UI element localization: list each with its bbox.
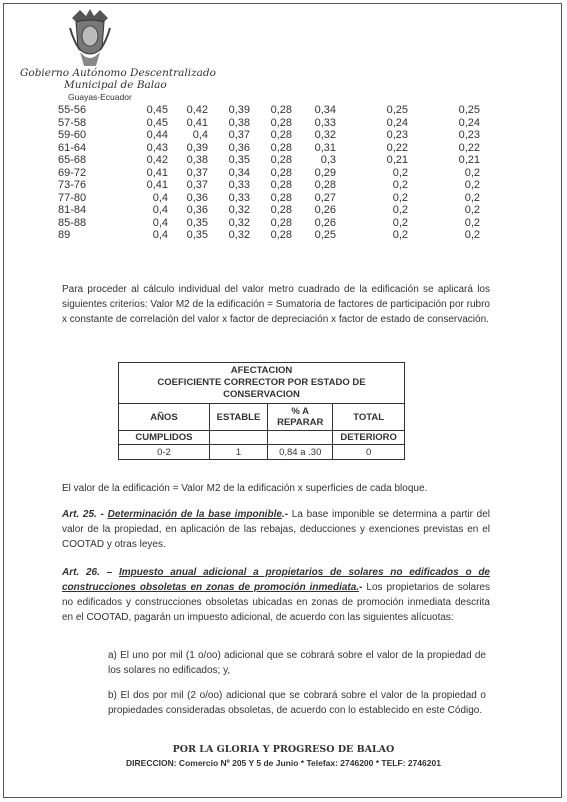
age-range: 81-84 bbox=[58, 204, 87, 216]
depreciation-value: 0,42 bbox=[186, 104, 208, 116]
coef-title-2: COEFICIENTE CORRECTOR POR ESTADO DE CONSERVACION bbox=[157, 377, 366, 400]
depreciation-value: 0,2 bbox=[464, 166, 480, 179]
depreciation-value: 0,35 bbox=[186, 216, 208, 229]
age-range: 69-72 bbox=[58, 166, 87, 179]
empty-cell bbox=[209, 431, 267, 445]
age-range: 57-58 bbox=[58, 116, 87, 129]
depreciation-value: 0,28 bbox=[270, 179, 292, 191]
depreciation-value: 0,32 bbox=[228, 204, 250, 216]
age-range: 89 bbox=[58, 229, 71, 241]
depreciation-value: 0,45 bbox=[146, 116, 168, 129]
depreciation-value: 0,42 bbox=[146, 154, 168, 166]
depreciation-value: 0,2 bbox=[392, 191, 408, 204]
art26-text: Los propietarios de solares no edificados y construcciones obsoletas ubicadas en zonas de promoción inmediata descrita en el COOTAD, pagarán un impuesto adicional, de acuerdo con las siguientes alícuotas: bbox=[62, 582, 490, 623]
depreciation-value: 0,3 bbox=[320, 154, 336, 166]
col-header-total: TOTAL bbox=[333, 404, 405, 431]
depreciation-value: 0,36 bbox=[228, 141, 250, 154]
art25-label: Art. 25. bbox=[62, 509, 97, 520]
depreciation-value: 0,41 bbox=[146, 179, 168, 191]
depreciation-value: 0,24 bbox=[458, 116, 480, 129]
depreciation-value: 0,28 bbox=[314, 179, 336, 191]
depreciation-value: 0,36 bbox=[186, 191, 208, 204]
depreciation-value: 0,4 bbox=[152, 191, 168, 204]
depreciation-value: 0,4 bbox=[152, 229, 168, 241]
art25-title: Determinación de la base imponible bbox=[107, 509, 282, 520]
article-25: Art. 25. - Determinación de la base imponible.- La base imponible se determina a partir del valor de la propiedad, en aplicación de las rebajas, deducciones y exenciones previstas en el COOTAD y otras leyes. bbox=[62, 509, 491, 550]
coef-title-1: AFECTACION bbox=[230, 365, 293, 376]
depreciation-value: 0,38 bbox=[186, 154, 208, 166]
depreciation-value: 0,41 bbox=[186, 116, 208, 129]
depreciation-row bbox=[58, 229, 480, 242]
col-header-deterioro: DETERIORO bbox=[333, 431, 405, 445]
article-26: Art. 26. – Impuesto anual adicional a propietarios de solares no edificados o de construcciones obsoletas en zonas de promoción inmediata.- Los propietarios de solares no edificados y construcciones obsoletas ubicadas en zonas de promoción inmediata descrita en el COOTAD, pagarán un impuesto adicional, de acuerdo con las siguientes alícuotas: bbox=[62, 567, 490, 623]
depreciation-value: 0,22 bbox=[458, 141, 480, 154]
cell-anios: 0-2 bbox=[119, 445, 210, 460]
depreciation-value: 0,41 bbox=[146, 166, 168, 179]
depreciation-value: 0,2 bbox=[464, 216, 480, 229]
institution-name bbox=[20, 67, 216, 103]
col-header-cumplidos: CUMPLIDOS bbox=[119, 431, 210, 445]
depreciation-value: 0,39 bbox=[186, 141, 208, 154]
age-range: 61-64 bbox=[58, 141, 87, 154]
depreciation-value: 0,33 bbox=[228, 179, 250, 191]
depreciation-row bbox=[58, 217, 480, 230]
calculation-criteria-paragraph: Para proceder al cálculo individual del valor metro cuadrado de la edificación se aplicará los siguientes criterios: Valor M2 de la edificación = Sumatoria de factores de participación por rubro x constante de correlación del valor x factor de depreciación x factor de estado de conservación. bbox=[62, 284, 490, 325]
depreciation-value: 0,31 bbox=[314, 141, 336, 154]
col-header-anios: AÑOS bbox=[119, 404, 210, 431]
depreciation-value: 0,4 bbox=[152, 204, 168, 216]
depreciation-row bbox=[58, 167, 480, 180]
depreciation-value: 0,2 bbox=[464, 204, 480, 216]
depreciation-value: 0,25 bbox=[458, 104, 480, 116]
depreciation-row bbox=[58, 179, 480, 192]
depreciation-value: 0,26 bbox=[314, 216, 336, 229]
depreciation-value: 0,28 bbox=[270, 116, 292, 129]
cell-estable: 1 bbox=[209, 445, 267, 460]
age-range: 77-80 bbox=[58, 191, 87, 204]
depreciation-value: 0,32 bbox=[228, 229, 250, 241]
age-range: 65-68 bbox=[58, 154, 87, 166]
depreciation-value: 0,21 bbox=[386, 154, 408, 166]
col-header-estable: ESTABLE bbox=[209, 404, 267, 431]
depreciation-row bbox=[58, 117, 480, 130]
depreciation-value: 0,2 bbox=[464, 229, 480, 241]
depreciation-value: 0,22 bbox=[386, 141, 408, 154]
depreciation-row bbox=[58, 204, 480, 217]
depreciation-value: 0,28 bbox=[270, 129, 292, 141]
footer-motto: POR LA GLORIA Y PROGRESO DE BALAO bbox=[172, 744, 395, 755]
depreciation-value: 0,24 bbox=[386, 116, 408, 129]
depreciation-value: 0,28 bbox=[270, 216, 292, 229]
depreciation-row bbox=[58, 129, 480, 142]
depreciation-value: 0,36 bbox=[186, 204, 208, 216]
depreciation-value: 0,37 bbox=[228, 129, 250, 141]
depreciation-value: 0,26 bbox=[314, 204, 336, 216]
cell-total: 0 bbox=[333, 445, 405, 460]
institution-line1: Gobierno Autónomo Descentralizado bbox=[20, 67, 216, 79]
depreciation-value: 0,25 bbox=[314, 229, 336, 241]
depreciation-value: 0,2 bbox=[464, 191, 480, 204]
depreciation-value: 0,28 bbox=[270, 154, 292, 166]
depreciation-value: 0,25 bbox=[386, 104, 408, 116]
art26-label: Art. 26. bbox=[62, 567, 100, 578]
depreciation-value: 0,23 bbox=[458, 129, 480, 141]
depreciation-value: 0,35 bbox=[228, 154, 250, 166]
depreciation-value: 0,37 bbox=[186, 166, 208, 179]
depreciation-value: 0,34 bbox=[228, 166, 250, 179]
depreciation-value: 0,2 bbox=[392, 179, 408, 191]
depreciation-value: 0,35 bbox=[186, 229, 208, 241]
depreciation-table bbox=[58, 104, 480, 242]
building-value-paragraph: El valor de la edificación = Valor M2 de la edificación x superficies de cada bloque. bbox=[62, 483, 428, 494]
depreciation-value: 0,33 bbox=[228, 191, 250, 204]
institution-line2: Municipal de Balao bbox=[64, 79, 167, 91]
conservation-coefficient-table bbox=[118, 362, 405, 460]
depreciation-value: 0,2 bbox=[464, 179, 480, 191]
depreciation-value: 0,44 bbox=[146, 129, 168, 141]
depreciation-row bbox=[58, 142, 480, 155]
item-b: b) El dos por mil (2 o/oo) adicional que se cobrará sobre el valor de la propiedad o propiedades consideradas obsoletas, de acuerdo con lo establecido en este Código. bbox=[108, 690, 486, 716]
depreciation-value: 0,29 bbox=[314, 166, 336, 179]
coef-table-title bbox=[119, 363, 405, 404]
depreciation-value: 0,28 bbox=[270, 104, 292, 116]
depreciation-value: 0,32 bbox=[314, 129, 336, 141]
depreciation-value: 0,2 bbox=[392, 229, 408, 241]
depreciation-value: 0,28 bbox=[270, 204, 292, 216]
age-range: 55-56 bbox=[58, 104, 87, 116]
depreciation-value: 0,28 bbox=[270, 141, 292, 154]
depreciation-row bbox=[58, 104, 480, 117]
depreciation-value: 0,34 bbox=[314, 104, 336, 116]
depreciation-value: 0,2 bbox=[392, 216, 408, 229]
depreciation-value: 0,33 bbox=[314, 116, 336, 129]
art26-title: Impuesto anual adicional a propietarios de solares no edificados o de construcciones obsoletas en zonas de promoción inmediata. bbox=[62, 567, 490, 593]
depreciation-value: 0,21 bbox=[458, 154, 480, 166]
depreciation-value: 0,38 bbox=[228, 116, 250, 129]
depreciation-value: 0,27 bbox=[314, 191, 336, 204]
cell-reparar: 0,84 a .30 bbox=[268, 445, 333, 460]
footer-address: DIRECCION: Comercio Nº 205 Y 5 de Junio * Telefax: 2746200 * TELF: 2746201 bbox=[126, 758, 441, 768]
art25-text: La base imponible se determina a partir del valor de la propiedad, en aplicación de las rebajas, deducciones y exenciones previstas en el COOTAD y otras leyes. bbox=[62, 509, 491, 550]
depreciation-value: 0,43 bbox=[146, 141, 168, 154]
item-a: a) El uno por mil (1 o/oo) adicional que se cobrará sobre el valor de la propiedad de los solares no edificados; y, bbox=[108, 650, 486, 676]
depreciation-value: 0,28 bbox=[270, 191, 292, 204]
depreciation-value: 0,23 bbox=[386, 129, 408, 141]
depreciation-row bbox=[58, 192, 480, 205]
depreciation-value: 0,4 bbox=[192, 129, 208, 141]
depreciation-value: 0,37 bbox=[186, 179, 208, 191]
depreciation-value: 0,39 bbox=[228, 104, 250, 116]
depreciation-value: 0,32 bbox=[228, 216, 250, 229]
depreciation-value: 0,28 bbox=[270, 166, 292, 179]
institution-location: Guayas-Ecuador bbox=[68, 92, 132, 102]
age-range: 85-88 bbox=[58, 216, 87, 229]
depreciation-row bbox=[58, 154, 480, 167]
empty-cell bbox=[268, 431, 333, 445]
municipal-crest-logo bbox=[66, 8, 114, 68]
depreciation-value: 0,2 bbox=[392, 204, 408, 216]
depreciation-value: 0,2 bbox=[392, 166, 408, 179]
col-header-reparar: % A REPARAR bbox=[268, 404, 333, 431]
age-range: 59-60 bbox=[58, 129, 87, 141]
depreciation-value: 0,28 bbox=[270, 229, 292, 241]
depreciation-value: 0,45 bbox=[146, 104, 168, 116]
depreciation-value: 0,4 bbox=[152, 216, 168, 229]
age-range: 73-76 bbox=[58, 179, 87, 191]
